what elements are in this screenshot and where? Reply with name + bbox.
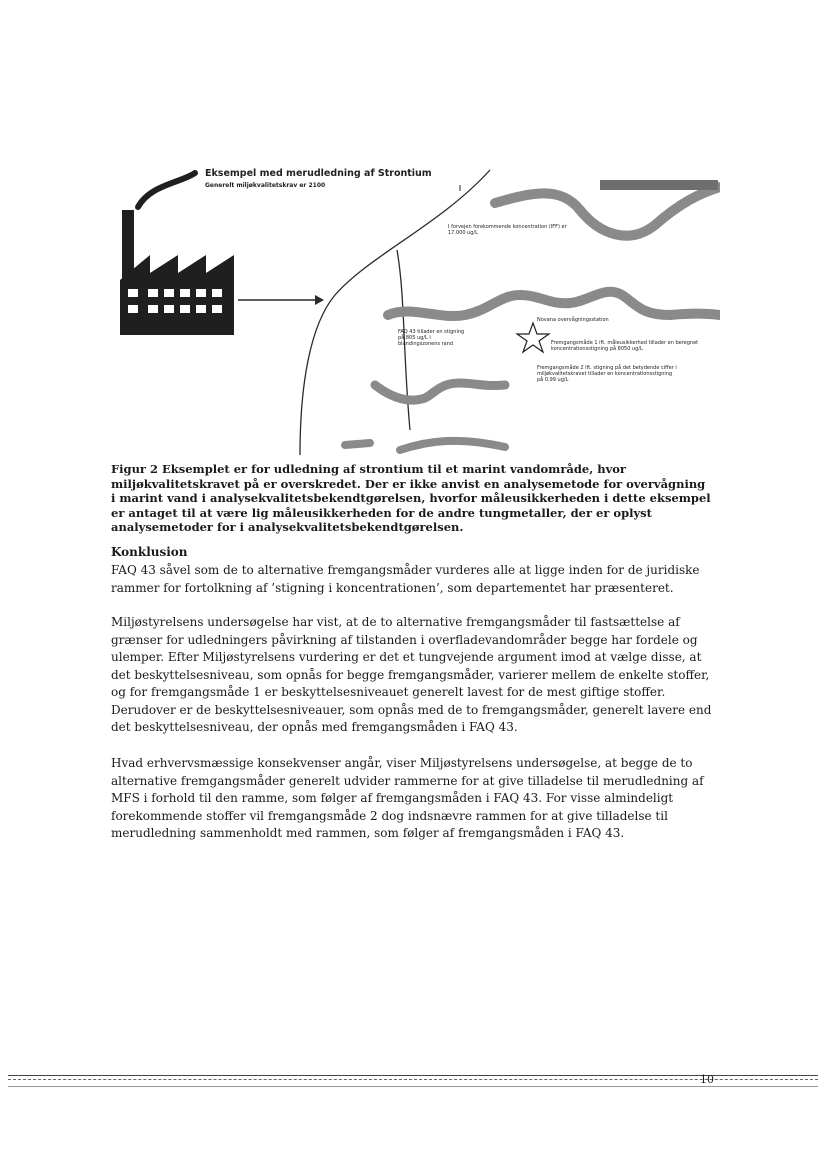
footer-rule (8, 1086, 818, 1087)
plume-middle (388, 292, 720, 316)
paragraph: FAQ 43 såvel som de to alternative fremgangsmåder vurderes alle at ligge inden for de juridiske rammer for fortolkning af ’stigning i koncentrationen’, som departementet har præsenteret. (111, 563, 700, 595)
iff-label: I forvejen forekommende koncentration (IFF) er 17.000 ug/L (448, 224, 567, 236)
paragraph: Hvad erhvervsmæssige konsekvenser angår, viser Miljøstyrelsens undersøgelse, at begge de to alternative fremgangsmåder generelt udvider rammerne for at give tilladelse til merudledning af MFS i forhold til den ramme, som følger af fremgangsmåden i FAQ 43. For visse almindeligt forekommende stoffer vil fremgangsmåde 2 dog indsnævre rammen for at give tilladelse til merudledning sammenholdt med rammen, som følger af fremgangsmåden i FAQ 43. (111, 756, 704, 840)
figure-title: Eksempel med merudledning af Strontium (205, 168, 432, 179)
star-icon (517, 323, 549, 352)
smoke-plume (138, 173, 195, 207)
method1-label: Fremgangsmåde 1 ift. måleusikkerhed tillader en beregnet koncentrationsstigning på 8050 ug/L (551, 340, 699, 352)
plume-bottom-right (400, 441, 505, 450)
section-heading: Konklusion (111, 545, 188, 559)
plume-bottom (345, 443, 370, 445)
faq43-label: FAQ 43 tillader en stigning på 805 ug/L i blandingszonens rand (398, 329, 465, 347)
factory-icon (120, 210, 234, 335)
station-label: Novana overvågningsstation (537, 317, 609, 323)
footer-rule (8, 1079, 818, 1080)
paragraph: Miljøstyrelsens undersøgelse har vist, at de to alternative fremgangsmåder til fastsættelse af grænser for udledningers påvirkning af tilstanden i overfladevandområder begge har fordele og ulemper. Efter Miljøstyrelsens vurdering er det et tungvejende argument imod at vælge disse, at det beskyttelsesniveau, som opnås for begge fremgangsmåder, varierer mellem de enkelte stoffer, og for fremgangsmåde 1 er beskyttelsesniveauet generelt lavest for de mest giftige stoffer. Derudover er de beskyttelsesniveauer, som opnås med de to fremgangsmåder, generelt lavere end det beskyttelsesniveau, der opnås med fremgangsmåden i FAQ 43. (111, 615, 712, 734)
footer-rule (8, 1075, 818, 1076)
concentration-plumes (345, 180, 720, 450)
plume-top-bar (600, 180, 718, 190)
discharge-arrow (238, 295, 324, 305)
plume-lower (375, 383, 505, 400)
method2-label: Fremgangsmåde 2 ift. stigning på det betydende ciffer i miljøkvalitetskravet tillader en koncentrationsstigning på 0,99 ug/L (537, 365, 677, 383)
strontium-discharge-figure (110, 155, 720, 455)
page-number: 10 (700, 1073, 714, 1086)
figure-illustration (110, 155, 720, 455)
figure-subtitle: Generelt miljøkvalitetskrav er 2100 (205, 182, 326, 189)
figure-caption: Figur 2 Eksemplet er for udledning af strontium til et marint vandområde, hvor miljøkvalitetskravet på er overskredet. Der er ikke anvist en analysemetode for overvågning i marint vand i analysekvalitetsbekendtgørelsen, hvorfor måleusikkerheden i dette eksempel er antaget til at være lig måleusikkerheden for de andre tungmetaller, der er oplyst analysemetoder for i analysekvalitetsbekendtgørelsen. (111, 462, 711, 534)
